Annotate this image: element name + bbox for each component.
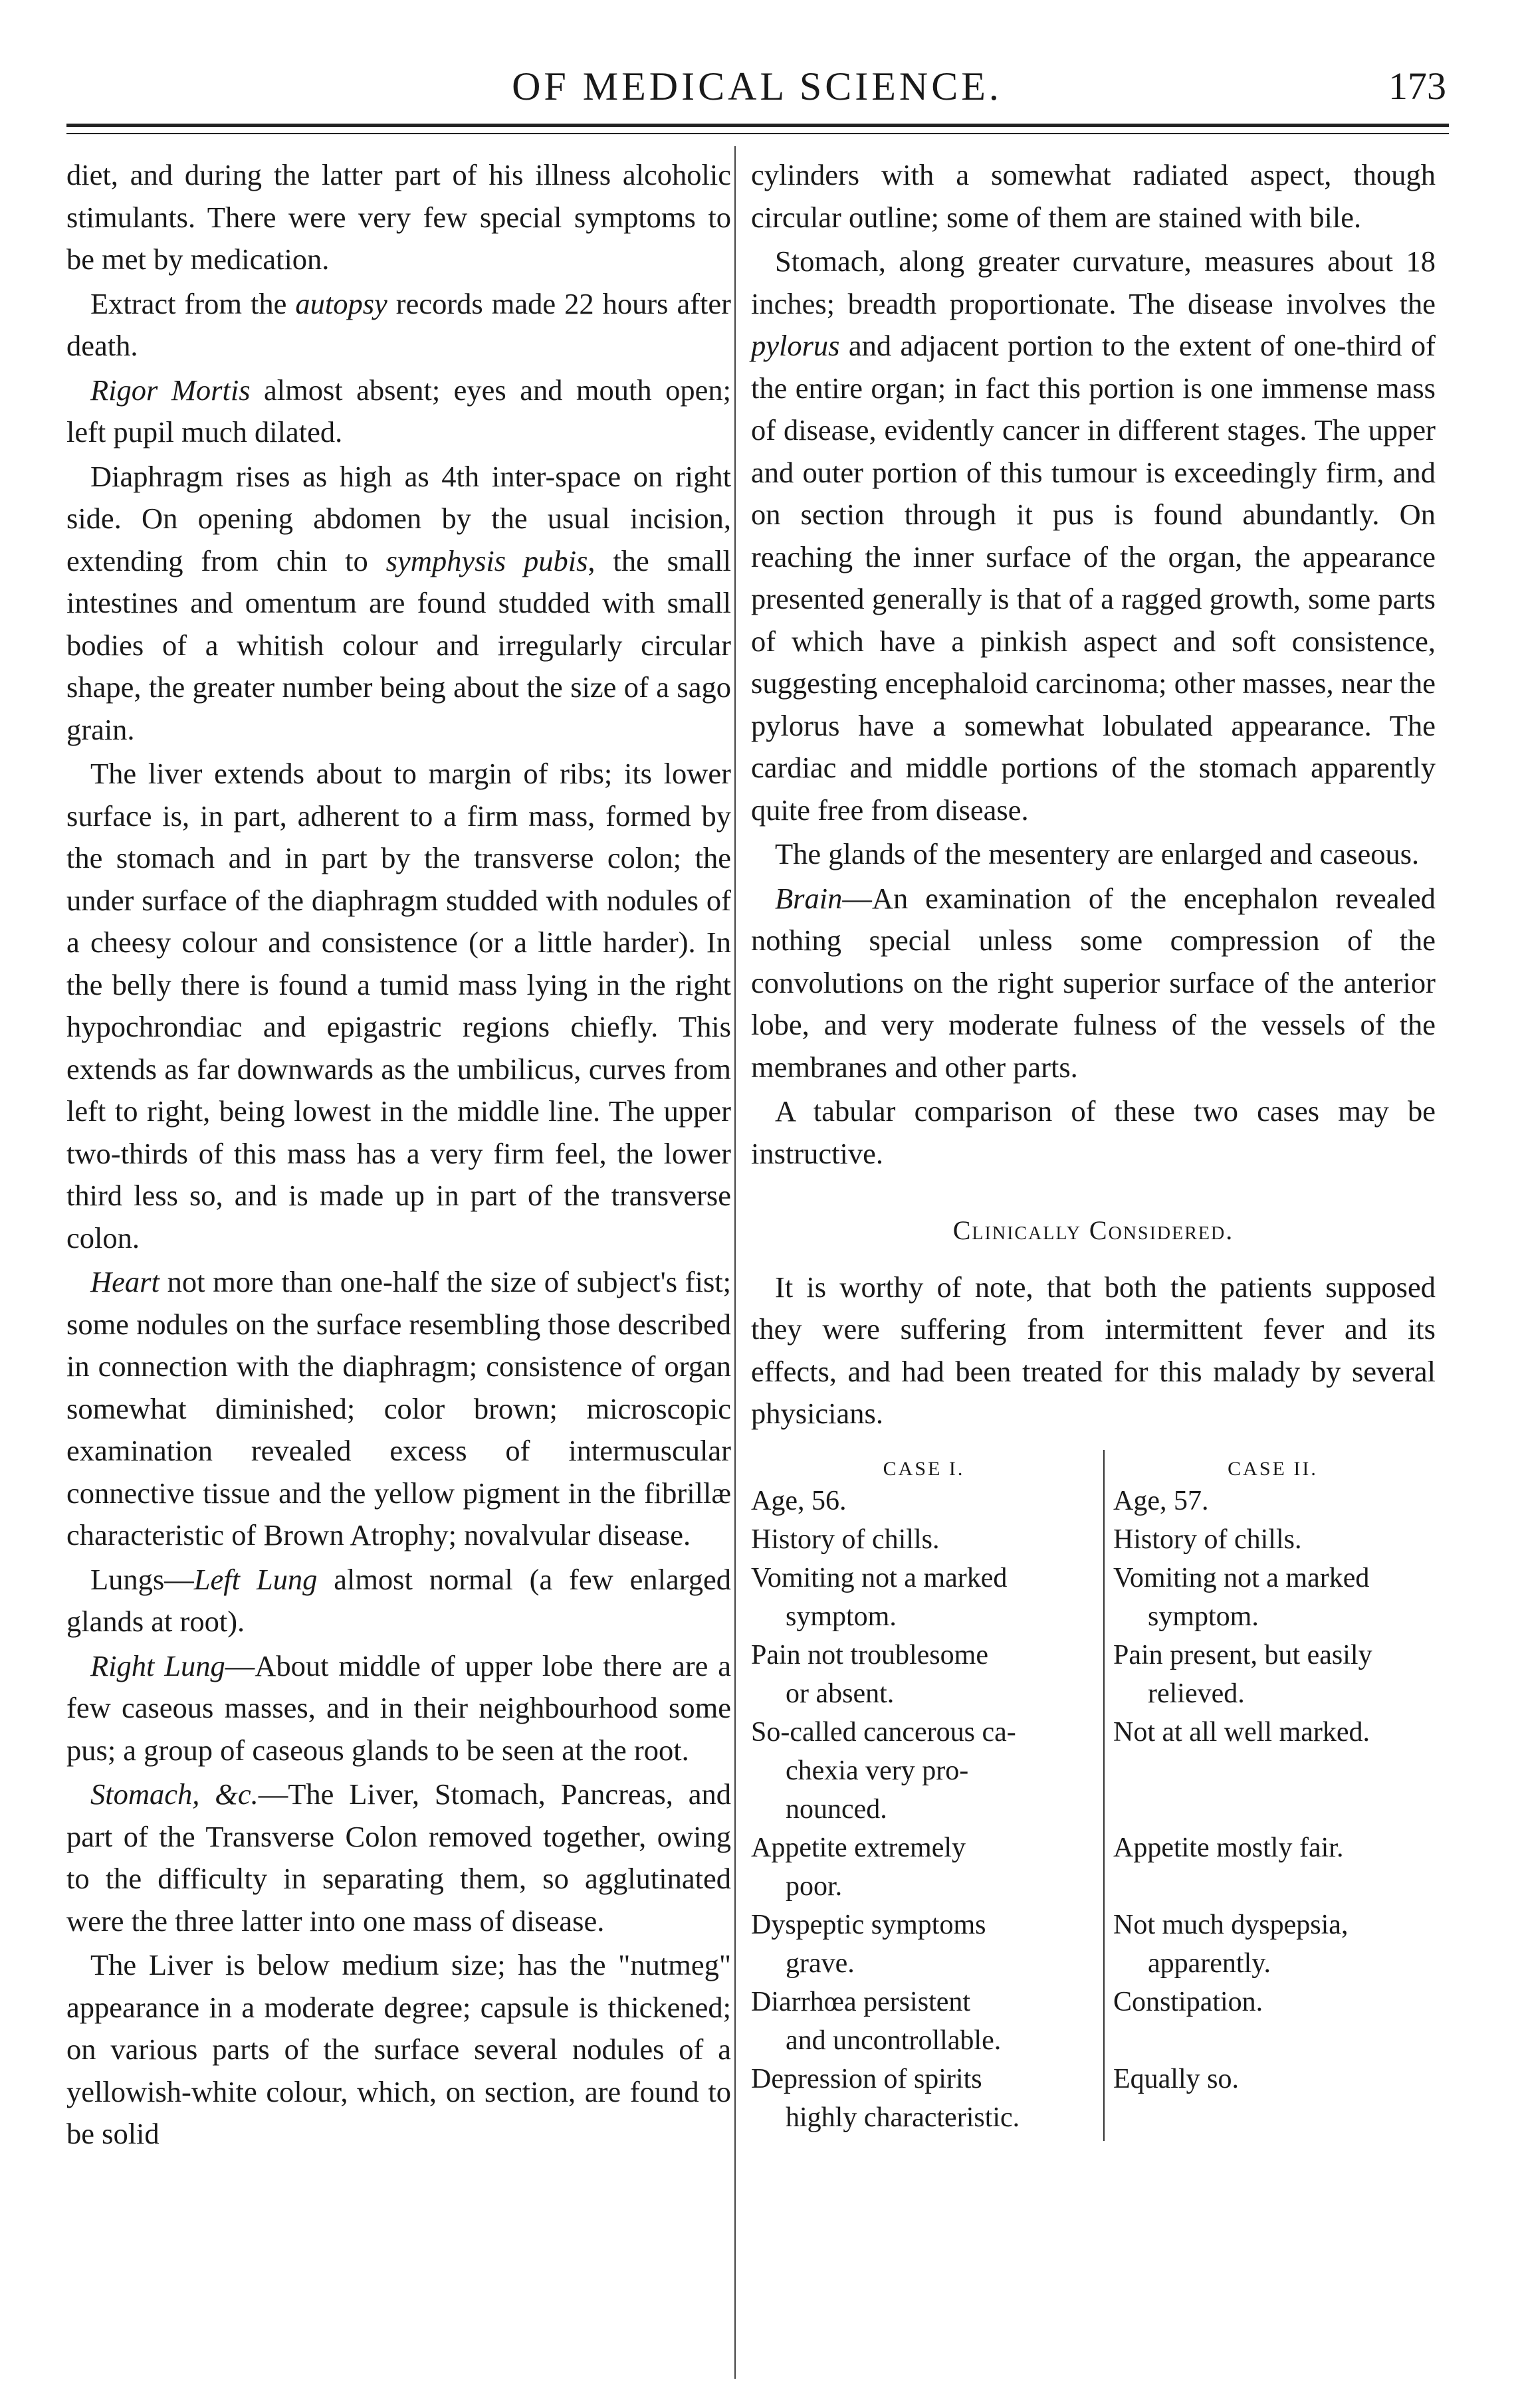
case-2-cell (1113, 2060, 1432, 2098)
paragraph: A tabular comparison of these two cases may be instructive. (751, 1094, 1436, 1170)
paragraph: Diaphragm rises as high as 4th inter-space on right side. On opening abdomen by the usual incision, extending from chin to symphysis pubis, the small intestines and omentum are found studded with small bodies of a whitish colour and irregularly circular shape, the greater number being about the size of a sago grain. (66, 459, 731, 746)
cell-line: Not at all well marked. (1113, 1716, 1370, 1748)
case-1-cell (751, 1482, 1097, 1520)
case-2-cell (1113, 1983, 1432, 2021)
case-1-cell (751, 1559, 1097, 1636)
cell-line: Age, 57. (1113, 1485, 1209, 1516)
paragraph: Stomach, along greater curvature, measures about 18 inches; breadth proportionate. The disease involves the pylorus and adjacent portion to the extent of one-third of the entire organ; in fact this portion is one immense mass of disease, evidently cancer in different stages. The upper and outer portion of this tumour is exceedingly firm, and on section through it pus is found abundantly. On reaching the inner surface of the organ, the appearance presented generally is that of a ragged growth, some parts of which have a pinkish aspect and soft consistence, suggesting encephaloid carcinoma; other masses, near the pylorus have a somewhat lobulated appearance. The cardiac and middle portions of the stomach apparently quite free from disease. (751, 245, 1436, 827)
paragraph: The liver extends about to margin of ribs; its lower surface is, in part, adherent to a firm mass, formed by the stomach and in part by the transverse colon; the under surface of the diaphragm studded with nodules of a cheesy colour and consistence (or a little harder). In the belly there is found a tumid mass lying in the right hypochrondiac and epigastric regions chiefly. This extends as far downwards as the umbilicus, curves from left to right, being lowest in the middle line. The upper two-thirds of this mass has a very firm feel, the lower third less so, and is made up in part of the transverse colon. (66, 757, 731, 1254)
paragraph: Extract from the autopsy records made 22 hours after death. (66, 286, 731, 362)
cell-line: grave. (786, 1948, 855, 1979)
cell-line: Dyspeptic symptoms (751, 1909, 986, 1940)
case-2-cell (1113, 1906, 1432, 1983)
case-1-cell (751, 1636, 1097, 1713)
cell-line: Diarrhœa persistent (751, 1986, 971, 2017)
running-title: OF MEDICAL SCIENCE. (512, 64, 1002, 108)
paragraph: It is worthy of note, that both the patients supposed they were suffering from intermittent fever and its effects, and had been treated for this malady by several physicians. (751, 1270, 1436, 1430)
cell-line: Vomiting not a marked (751, 1562, 1008, 1593)
paragraph: cylinders with a somewhat radiated aspect, though circular outline; some of them are stained with bile. (751, 158, 1436, 234)
cell-line: Pain not troublesome (751, 1639, 988, 1670)
paragraph: diet, and during the latter part of his illness alcoholic stimulants. There were very few special symptoms to be met by medication. (66, 158, 731, 276)
case-2-cell (1113, 1829, 1432, 1867)
cell-line: Not much dyspepsia, (1113, 1909, 1349, 1940)
paragraph: Right Lung—About middle of upper lobe there are a few caseous masses, and in their neighbourhood some pus; a group of caseous glands to be seen at the root. (66, 1649, 731, 1767)
cell-line: Vomiting not a marked (1113, 1562, 1370, 1593)
cell-line: Constipation. (1113, 1986, 1263, 2017)
cell-line: History of chills. (751, 1524, 940, 1555)
case-2-cell (1113, 1559, 1432, 1636)
paragraph: The Liver is below medium size; has the "nutmeg" appearance in a moderate degree; capsule is thickened; on various parts of the surface several nodules of a yellowish-white colour, which, on section, are found to be solid (66, 1948, 731, 2150)
column-divider (734, 146, 736, 2379)
case-2-cell (1113, 1713, 1432, 1752)
cell-line: Appetite mostly fair. (1113, 1832, 1344, 1863)
comparison-table (751, 1450, 1436, 2144)
paragraph: Stomach, &c.—The Liver, Stomach, Pancreas, and part of the Transverse Colon removed together, owing to the difficulty in separating them, so agglutinated were the three latter into one mass of disease. (66, 1777, 731, 1938)
table-divider (1103, 1450, 1105, 2141)
cell-line: highly characteristic. (786, 2102, 1020, 2133)
case-1-cell (751, 1520, 1097, 1559)
right-column (751, 154, 1436, 2144)
page-header (0, 64, 1514, 117)
case-2-cell (1113, 1520, 1432, 1559)
cell-line: Depression of spirits (751, 2063, 982, 2094)
cell-line: chexia very pro- (786, 1755, 969, 1786)
case-2-cell (1113, 1482, 1432, 1520)
header-rule (66, 124, 1449, 127)
cell-line: History of chills. (1113, 1524, 1302, 1555)
case-1-cell (751, 1713, 1097, 1829)
cell-line: poor. (786, 1870, 843, 1902)
left-column (66, 154, 731, 2156)
case-1-header: CASE I. (883, 1457, 965, 1480)
cell-line: Pain present, but easily (1113, 1639, 1372, 1670)
cell-line: apparently. (1148, 1948, 1271, 1979)
cell-line: Appetite extremely (751, 1832, 966, 1863)
cell-line: and uncontrollable. (786, 2025, 1002, 2056)
paragraph: Heart not more than one-half the size of subject's fist; some nodules on the surface resembling those described in connection with the diaphragm; consistence of organ somewhat diminished; color brown; microscopic examination revealed excess of intermuscular connective tissue and the yellow pigment in the fibrillæ characteristic of Brown Atrophy; novalvular disease. (66, 1265, 731, 1552)
cell-line: or absent. (786, 1678, 895, 1709)
header-rule-thin (66, 133, 1449, 134)
cell-line: symptom. (786, 1601, 897, 1632)
cell-line: nounced. (786, 1793, 887, 1825)
cell-line: So-called cancerous ca- (751, 1716, 1016, 1748)
paragraph: The glands of the mesentery are enlarged and caseous. (775, 837, 1420, 870)
case-1-cell (751, 1906, 1097, 1983)
cell-line: Age, 56. (751, 1485, 847, 1516)
paragraph: Brain—An examination of the encephalon revealed nothing special unless some compression of the convolutions on the right superior surface of the anterior lobe, and very moderate fulness of the vessels of the membranes and other parts. (751, 881, 1436, 1084)
case-1-cell (751, 1983, 1097, 2060)
case-1-cell (751, 2060, 1097, 2137)
case-2-header: CASE II. (1228, 1457, 1318, 1480)
paragraph: Rigor Mortis almost absent; eyes and mouth open; left pupil much dilated. (66, 373, 732, 449)
paragraph: Lungs—Left Lung almost normal (a few enlarged glands at root). (66, 1562, 731, 1638)
cell-line: relieved. (1148, 1678, 1245, 1709)
section-heading: Clinically Considered. (952, 1215, 1234, 1245)
page-number: 173 (1388, 64, 1446, 108)
cell-line: Equally so. (1113, 2063, 1239, 2094)
cell-line: symptom. (1148, 1601, 1259, 1632)
case-2-cell (1113, 1636, 1432, 1713)
case-1-cell (751, 1829, 1097, 1906)
